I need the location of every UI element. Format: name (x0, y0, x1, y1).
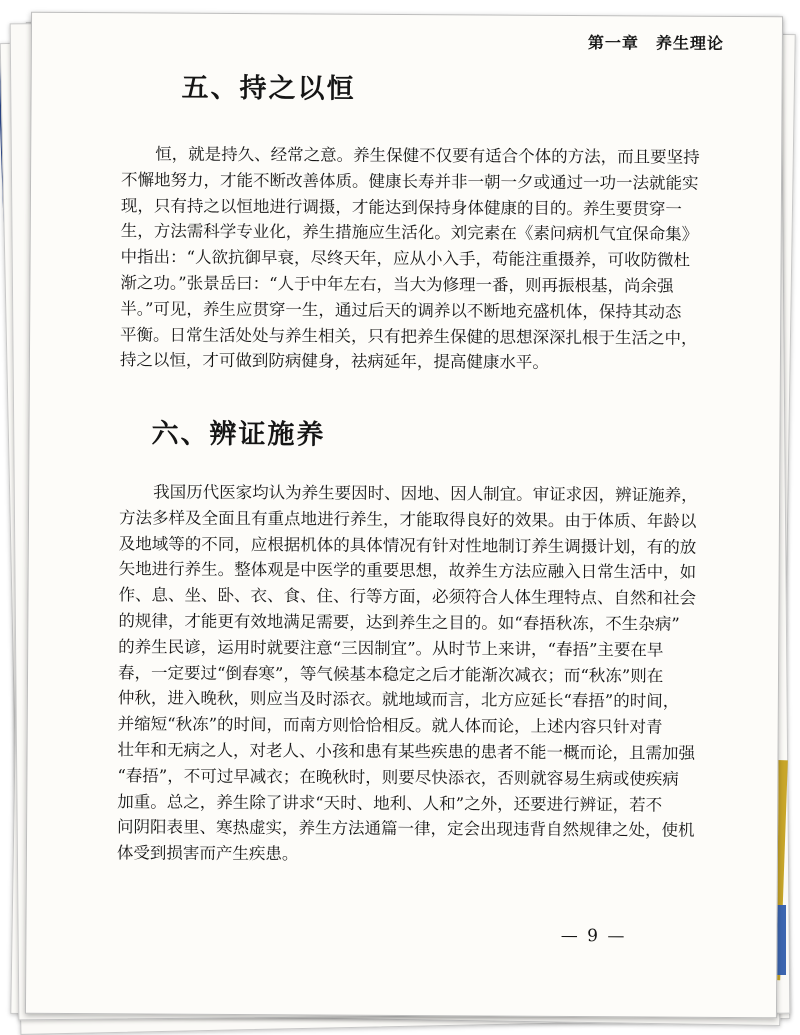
text-line: 加重。总之，养生除了讲求“天时、地利、人和”之外，还要进行辨证，若不 (117, 791, 663, 815)
text-line: “春捂”，不可过早减衣；在晚秋时，则要尽快添衣，否则就容易生病或使疾病 (117, 766, 679, 789)
page-number: — 9 — (560, 925, 627, 947)
book-page (25, 12, 783, 1019)
section-heading-6: 六、辨证施养 (151, 418, 326, 451)
text-line: 仲秋，进入晚秋，则应当及时添衣。就地域而言，北方应延长“春捂”的时间， (117, 688, 680, 712)
text-line: 方法多样及全面且有重点地进行养生，才能取得良好的效果。由于体质、年龄以 (118, 508, 697, 531)
text-line: 及地域等的不同，应根据机体的具体情况有针对性地制订养生调摄计划，有的放 (118, 533, 697, 557)
text-line: 矢地进行养生。整体观是中医学的重要思想，故养生方法应融入日常生活中，如 (118, 559, 697, 583)
text-line: 的规律，才能更有效地满足需要，达到养生之目的。如“春捂秋冻，不生杂病” (118, 611, 680, 634)
text-line: 作、息、坐、卧、衣、食、住、行等方面，必须符合人体生理特点、自然和社会 (118, 585, 697, 608)
text-line: 我国历代医家均认为养生要因时、因地、因人制宜。审证求因，辨证施养， (153, 482, 698, 505)
text-line: 体受到损害而产生疾患。 (116, 843, 299, 864)
section-heading-5: 五、持之以恒 (181, 72, 356, 105)
text-line: 现，只有持之以恒地进行调摄，才能达到保持身体健康的目的。养生要贯穿一 (120, 195, 682, 219)
running-head: 第一章 养生理论 (587, 33, 724, 53)
text-line: 渐之功。”张景岳曰：“人于中年左右，当大为修理一番，则再振根基，尚余强 (120, 273, 674, 296)
text-line: 生，方法需科学专业化，养生措施应生活化。刘完素在《素问病机气宜保命集》 (120, 221, 699, 245)
text-line: 的养生民谚，运用时就要注意“三因制宜”。从时节上来讲，“春捂”主要在早 (118, 637, 664, 660)
text-line: 问阴阳表里、寒热虚实，养生方法通篇一律，定会出现违背自然规律之处，使机 (117, 817, 695, 841)
text-line: 半。”可见，养生应贯穿一生，通过后天的调养以不断地充盛机体，保持其动态 (120, 299, 682, 322)
section-6-paragraph (116, 479, 698, 869)
text-line: 中指出：“人欲抗御早衰，尽终天年，应从小入手，苟能注重摄养，可收防微杜 (120, 247, 691, 270)
text-line: 壮年和无病之人，对老人、小孩和患有某些疾患的患者不能一概而论，且需加强 (117, 740, 696, 763)
text-line: 春，一定要过“倒春寒”，等气候基本稳定之后才能渐次减衣；而“秋冻”则在 (117, 662, 664, 686)
text-line: 并缩短“秋冻”的时间，而南方则恰恰相反。就人体而论，上述内容只针对青 (117, 714, 663, 737)
text-line: 持之以恒，才可做到防病健身，祛病延年，提高健康水平。 (119, 350, 549, 373)
text-line: 不懈地努力，才能不断改善体质。健康长寿并非一朝一夕或通过一功一法就能实 (120, 170, 699, 193)
text-line: 平衡。日常生活处处与养生相关，只有把养生保健的思想深深扎根于生活之中， (120, 324, 698, 348)
section-5-paragraph (119, 141, 700, 377)
text-line: 恒，就是持久、经常之意。养生保健不仅要有适合个体的方法，而且要坚持 (155, 144, 700, 167)
